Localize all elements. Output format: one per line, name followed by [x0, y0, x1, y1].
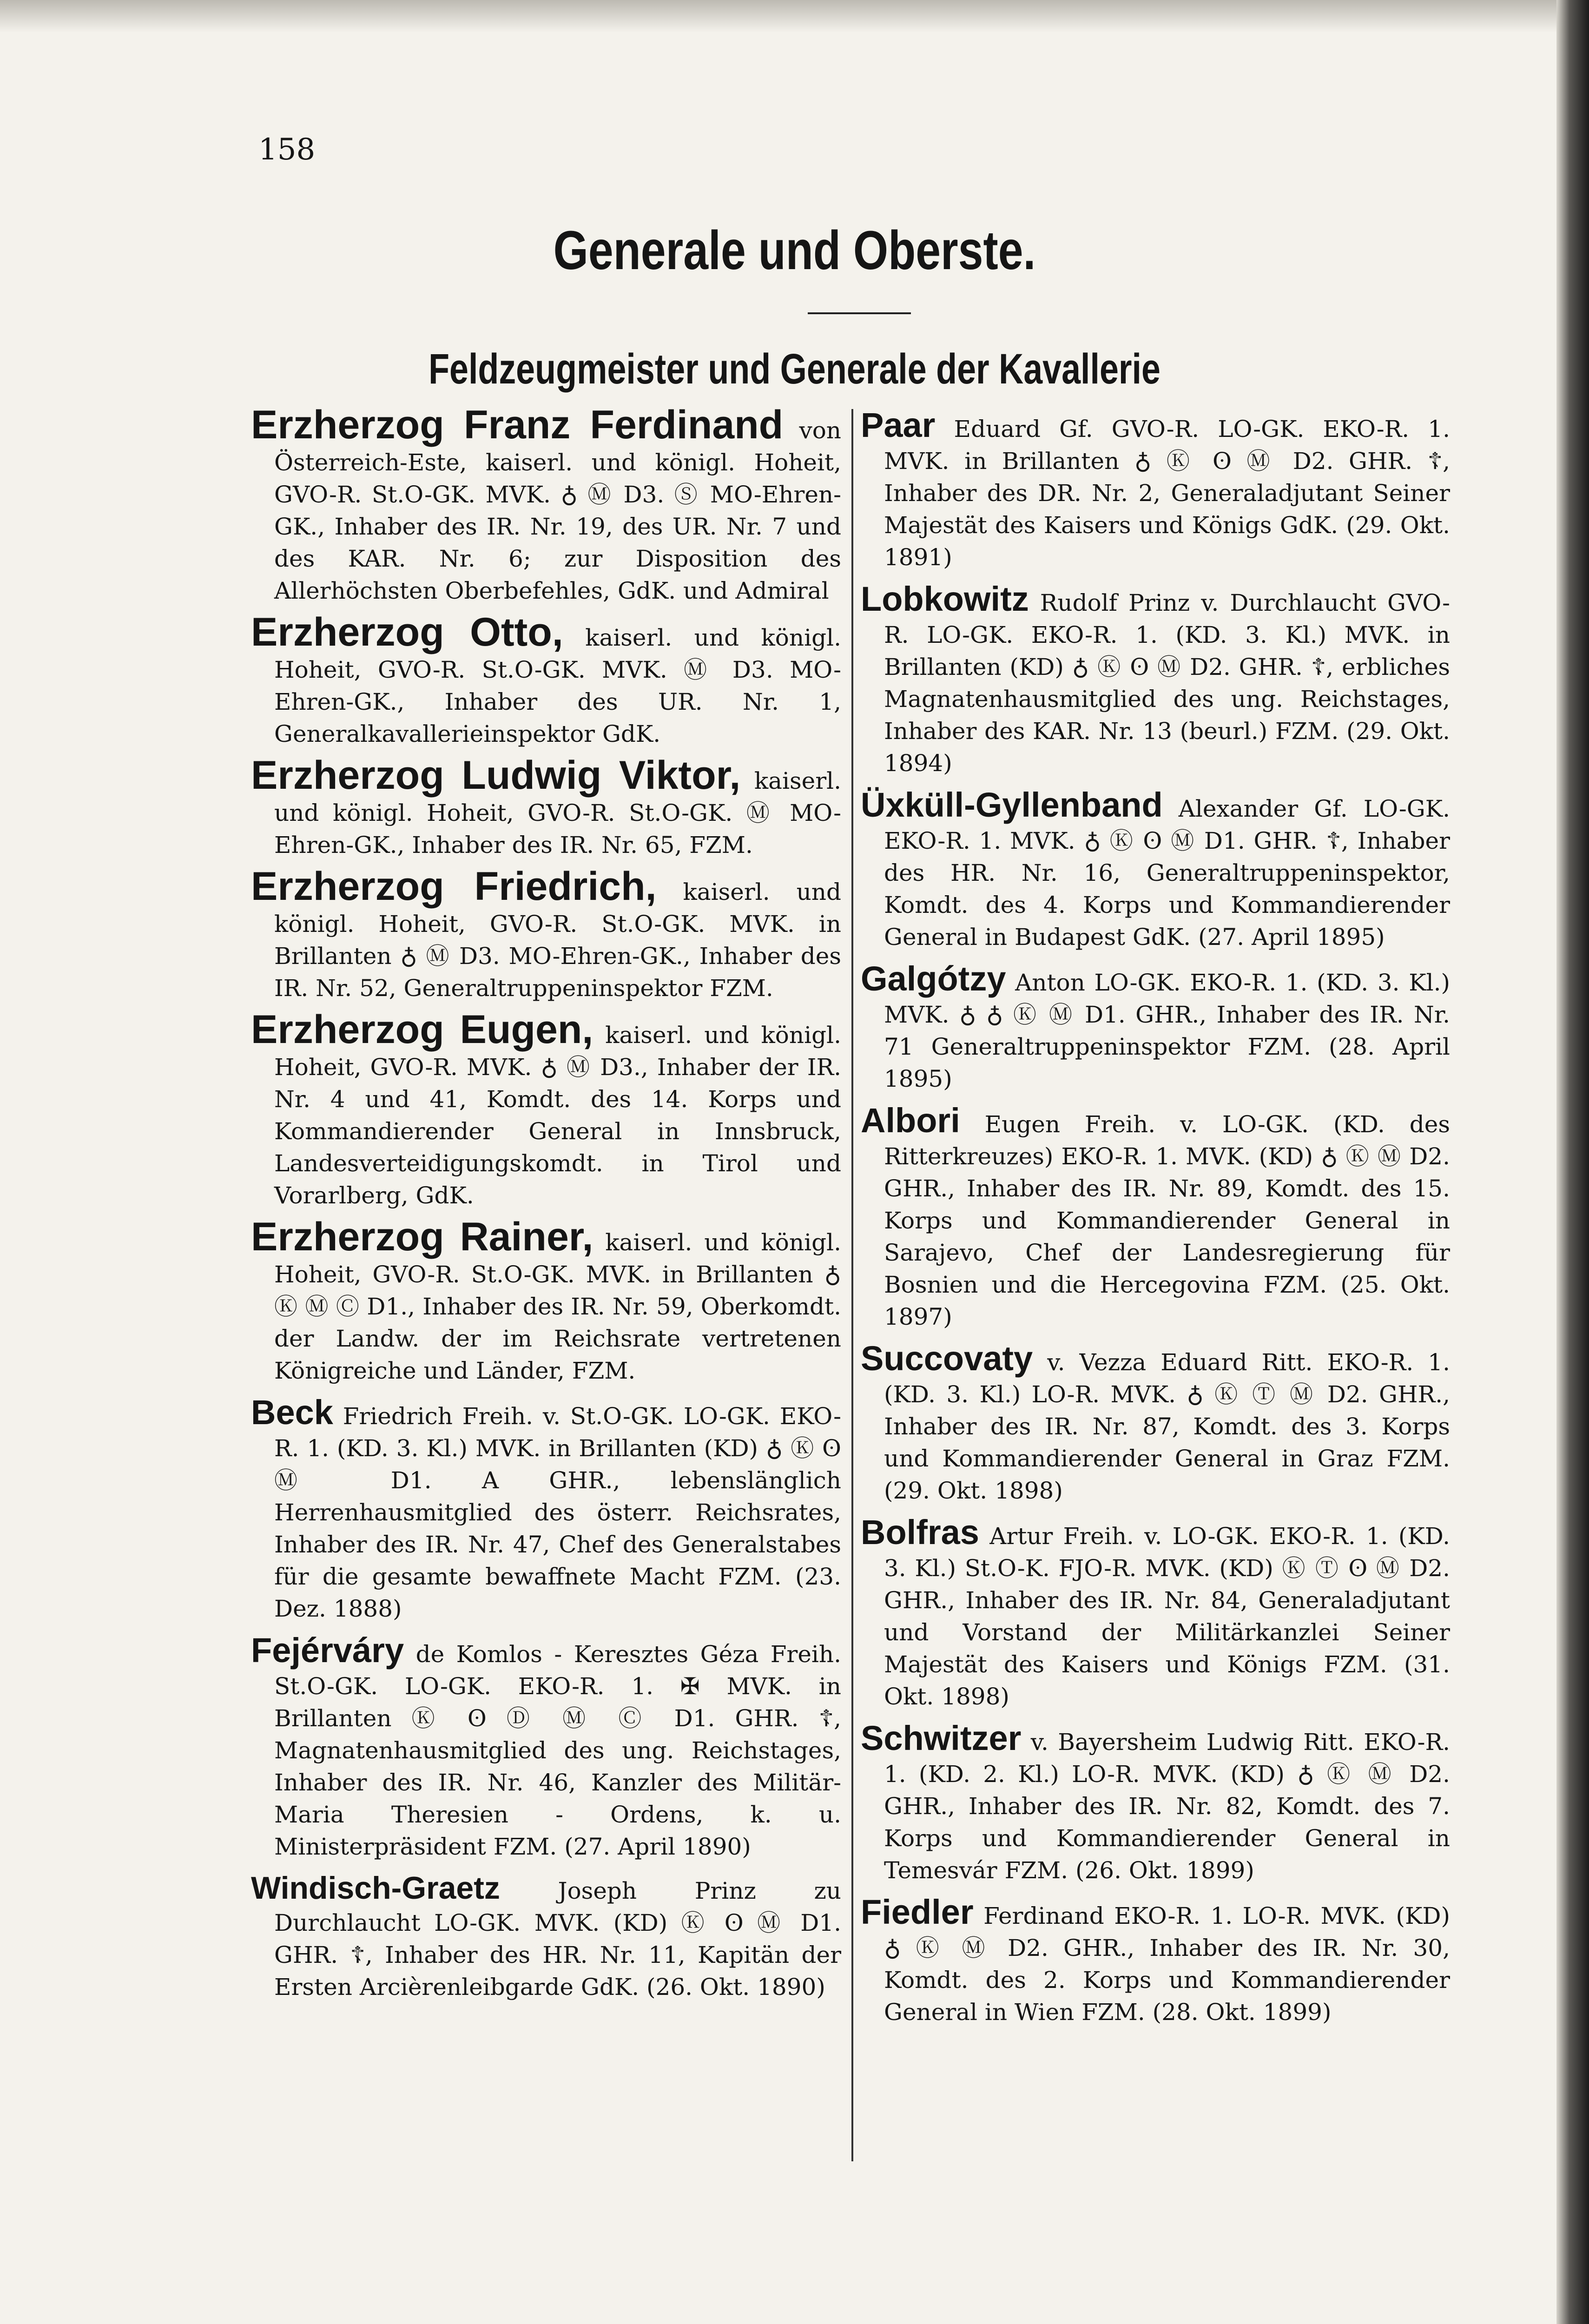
entry	[861, 1339, 1450, 1507]
entry-text: Eduard Gf. GVO-R. LO-GK. EKO-R. 1. MVK. in Brillanten ♁ Ⓚ ʘ Ⓜ D2. GHR. ☦, Inhaber des DR. Nr. 2, Generaladjutant Seiner Majestät des Kaisers und Königs GdK. (29. Okt. 1891)	[884, 416, 1450, 571]
entry	[861, 1101, 1450, 1333]
entry-text: de Komlos - Keresztes Géza Freih. St.O-GK. LO-GK. EKO-R. 1. ✠ MVK. in Brillanten Ⓚ ʘ Ⓓ Ⓜ Ⓒ D1. GHR. ☦, Magnatenhausmitglied des ung. Reichstages, Inhaber des IR. Nr. 46, Kanzler des Militär-Maria Theresien - Ordens, k. u. Ministerpräsident FZM. (27. April 1890)	[274, 1641, 841, 1860]
entry	[861, 580, 1450, 779]
section-heading: Feldzeugmeister und Generale der Kavallerie	[429, 345, 1160, 393]
entry	[861, 1513, 1450, 1713]
entry-text: Friedrich Freih. v. St.O-GK. LO-GK. EKO-R. 1. (KD. 3. Kl.) MVK. in Brillanten (KD) ♁ Ⓚ ʘ Ⓜ D1. A GHR., lebenslänglich Herrenhausmitglied des österr. Reichsrates, Inhaber des IR. Nr. 47, Chef des Generalstabes für die gesamte bewaffnete Macht FZM. (23. Dez. 1888)	[274, 1403, 841, 1622]
entry-name: Erzherzog Franz Ferdinand	[251, 403, 784, 447]
title-divider	[808, 312, 911, 314]
entry-name: Erzherzog Rainer,	[251, 1215, 593, 1259]
entry	[251, 1872, 841, 2003]
entry	[861, 1719, 1450, 1887]
entry-name: Erzherzog Eugen,	[251, 1007, 593, 1052]
entry-text: Artur Freih. v. LO-GK. EKO-R. 1. (KD. 3. Kl.) St.O-K. FJO-R. MVK. (KD) Ⓚ Ⓣ ʘ Ⓜ D2. GHR., Inhaber des IR. Nr. 84, Generaladjutant und Vorstand der Militärkanzlei Seiner Majestät des Kaisers und Königs FZM. (31. Okt. 1898)	[884, 1523, 1450, 1710]
entry-text: v. Bayersheim Ludwig Ritt. EKO-R. 1. (KD. 2. Kl.) LO-R. MVK. (KD) ♁ Ⓚ Ⓜ D2. GHR., Inhaber des IR. Nr. 82, Komdt. des 7. Korps und Kommandierender General in Temesvár FZM. (26. Okt. 1899)	[884, 1729, 1450, 1884]
entry-text: kaiserl. und königl. Hoheit, GVO-R. St.O-GK. MVK. in Brillanten ♁ Ⓜ D3. MO-Ehren-GK., Inhaber des IR. Nr. 52, Generaltruppeninspektor FZM.	[274, 878, 841, 1002]
page-number: 158	[258, 132, 316, 167]
entry-text: kaiserl. und königl. Hoheit, GVO-R. MVK. ♁ Ⓜ D3., Inhaber der IR. Nr. 4 und 41, Komdt. des 14. Korps und Kommandierender General in Innsbruck, Landesverteidigungskomdt. in Tirol und Vorarlberg, GdK.	[274, 1022, 841, 1209]
entry-text: Ferdinand EKO-R. 1. LO-R. MVK. (KD) ♁ Ⓚ Ⓜ D2. GHR., Inhaber des IR. Nr. 30, Komdt. des 2. Korps und Kommandierender General in Wien FZM. (28. Okt. 1899)	[884, 1902, 1450, 2026]
entry-text: Anton LO-GK. EKO-R. 1. (KD. 3. Kl.) MVK. ♁ ♁ Ⓚ Ⓜ D1. GHR., Inhaber des IR. Nr. 71 Generaltruppeninspektor FZM. (28. April 1895)	[884, 969, 1450, 1092]
entry-name: Galgótzy	[861, 959, 1006, 998]
right-column	[861, 406, 1450, 2038]
page-title: Generale und Oberste.	[553, 220, 1036, 281]
entry-name: Erzherzog Friedrich,	[251, 864, 657, 909]
entry-name: Beck	[251, 1393, 333, 1432]
entry-text: kaiserl. und königl. Hoheit, GVO-R. St.O-GK. MVK. Ⓜ D3. MO-Ehren-GK., Inhaber des UR. Nr. 1, Generalkavallerieinspektor GdK.	[274, 624, 841, 747]
entry	[251, 1007, 841, 1212]
entry-name: Windisch-Graetz	[251, 1870, 500, 1906]
entry-text: von Österreich-Este, kaiserl. und königl. Hoheit, GVO-R. St.O-GK. MVK. ♁ Ⓜ D3. Ⓢ MO-Ehren-GK., Inhaber des IR. Nr. 19, des UR. Nr. 7 und des KAR. Nr. 6; zur Disposition des Allerhöchsten Oberbefehles, GdK. und Admiral	[274, 417, 841, 604]
entry-name: Üxküll-Gyllenband	[861, 786, 1163, 824]
column-divider	[851, 409, 853, 2161]
entry-text: kaiserl. und königl. Hoheit, GVO-R. St.O-GK. Ⓜ MO-Ehren-GK., Inhaber des IR. Nr. 65, FZM.	[274, 767, 842, 858]
entry	[861, 786, 1450, 953]
entry-text: Eugen Freih. v. LO-GK. (KD. des Ritterkreuzes) EKO-R. 1. MVK. (KD) ♁ Ⓚ Ⓜ D2. GHR., Inhaber des IR. Nr. 89, Komdt. des 15. Korps und Kommandierender General in Sarajevo, Chef der Landesregierung für Bosnien und die Hercegovina FZM. (25. Okt. 1897)	[884, 1111, 1450, 1330]
left-column	[251, 403, 842, 2013]
page-binding-edge	[1556, 0, 1589, 2324]
entry-name: Schwitzer	[861, 1719, 1022, 1757]
entry	[251, 1631, 841, 1863]
entry	[251, 403, 841, 607]
entry	[251, 753, 842, 861]
entry	[251, 610, 841, 750]
entry-name: Paar	[861, 406, 936, 444]
entry	[251, 864, 841, 1004]
entry-name: Bolfras	[861, 1513, 979, 1552]
entry	[861, 959, 1450, 1095]
entry-name: Succovaty	[861, 1339, 1033, 1378]
entry	[861, 406, 1450, 574]
entry-text: kaiserl. und königl. Hoheit, GVO-R. St.O-GK. MVK. in Brillanten ♁ Ⓚ Ⓜ Ⓒ D1., Inhaber des IR. Nr. 59, Oberkomdt. der Landw. der im Reichsrate vertretenen Königreiche und Länder, FZM.	[274, 1229, 841, 1384]
entry-text: Rudolf Prinz v. Durchlaucht GVO-R. LO-GK. EKO-R. 1. (KD. 3. Kl.) MVK. in Brillanten (KD) ♁ Ⓚ ʘ Ⓜ D2. GHR. ☦, erbliches Magnatenhausmitglied des ung. Reichstages, Inhaber des KAR. Nr. 13 (beurl.) FZM. (29. Okt. 1894)	[884, 589, 1450, 777]
page-top-shadow	[0, 0, 1589, 33]
entry	[251, 1393, 841, 1625]
entry-text: Alexander Gf. LO-GK. EKO-R. 1. MVK. ♁ Ⓚ ʘ Ⓜ D1. GHR. ☦, Inhaber des HR. Nr. 16, Generaltruppeninspektor, Komdt. des 4. Korps und Kommandierender General in Budapest GdK. (27. April 1895)	[884, 795, 1450, 951]
entry-name: Albori	[861, 1101, 960, 1140]
entry-name: Fiedler	[861, 1893, 974, 1931]
entry-name: Lobkowitz	[861, 580, 1029, 618]
entry-name: Fejérváry	[251, 1631, 404, 1670]
entry-text: v. Vezza Eduard Ritt. EKO-R. 1. (KD. 3. Kl.) LO-R. MVK. ♁ Ⓚ Ⓣ Ⓜ D2. GHR., Inhaber des IR. Nr. 87, Komdt. des 3. Korps und Kommandierender General in Graz FZM. (29. Okt. 1898)	[884, 1349, 1450, 1504]
entry-text: Joseph Prinz zu Durchlaucht LO-GK. MVK. (KD) Ⓚ ʘ Ⓜ D1. GHR. ☦, Inhaber des HR. Nr. 11, Kapitän der Ersten Arcièrenleibgarde GdK. (26. Okt. 1890)	[274, 1877, 841, 2000]
entry	[861, 1893, 1450, 2028]
entry-name: Erzherzog Otto,	[251, 610, 563, 654]
entry-name: Erzherzog Ludwig Viktor,	[251, 753, 741, 798]
entry	[251, 1215, 841, 1387]
